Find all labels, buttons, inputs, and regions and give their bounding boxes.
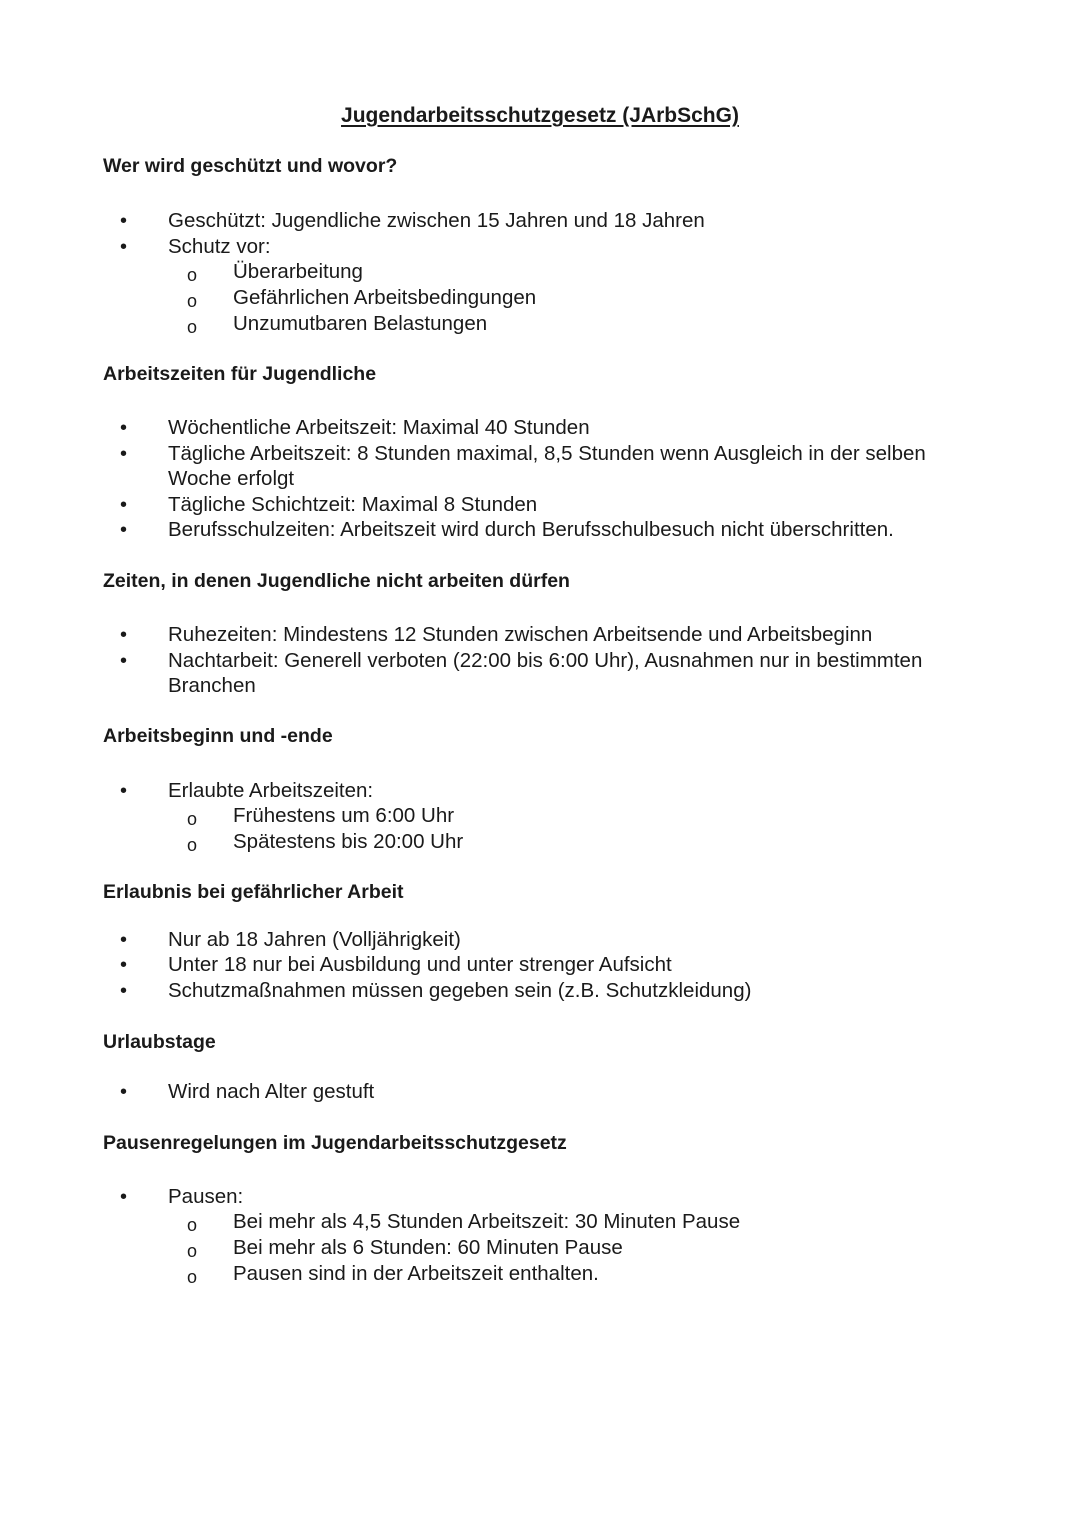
list-item: Tägliche Arbeitszeit: 8 Stunden maximal, 8,5 Stunden wenn Ausgleich in der selben [168,442,926,465]
bullet-marker: • [120,780,128,802]
sub-bullet-marker: o [187,1267,198,1287]
list-item: Nur ab 18 Jahren (Volljährigkeit) [168,928,461,951]
bullet-marker: • [120,519,128,541]
document-title: Jugendarbeitsschutzgesetz (JArbSchG) [341,104,739,127]
sub-bullet-marker: o [187,835,198,855]
bullet-marker: • [120,1186,128,1208]
bullet-marker: • [120,236,128,258]
list-item: Wöchentliche Arbeitszeit: Maximal 40 Stunden [168,416,590,439]
list-item: Ruhezeiten: Mindestens 12 Stunden zwischen Arbeitsende und Arbeitsbeginn [168,623,873,646]
bullet-marker: • [120,1081,128,1103]
sub-list-item: Bei mehr als 4,5 Stunden Arbeitszeit: 30 Minuten Pause [233,1210,741,1233]
list-item: Schutz vor: [168,235,271,258]
bullet-marker: • [120,494,128,516]
bullet-marker: • [120,624,128,646]
bullet-marker: • [120,417,128,439]
list-item: Erlaubte Arbeitszeiten: [168,779,374,802]
bullet-marker: • [120,980,128,1002]
list-item: Pausen: [168,1185,244,1208]
sub-bullet-marker: o [187,809,198,829]
section-heading-breaks: Pausenregelungen im Jugendarbeitsschutzgesetz [103,1132,567,1154]
sub-list-item: Bei mehr als 6 Stunden: 60 Minuten Pause [233,1236,623,1259]
list-item: Berufsschulzeiten: Arbeitszeit wird durch Berufsschulbesuch nicht überschritten. [168,518,894,541]
sub-bullet-marker: o [187,317,198,337]
bullet-marker: • [120,210,128,232]
bullet-marker: • [120,954,128,976]
section-heading-restricted-times: Zeiten, in denen Jugendliche nicht arbeiten dürfen [103,570,570,592]
section-heading-vacation: Urlaubstage [103,1031,216,1053]
list-item: Geschützt: Jugendliche zwischen 15 Jahren und 18 Jahren [168,209,705,232]
list-item: Nachtarbeit: Generell verboten (22:00 bis 6:00 Uhr), Ausnahmen nur in bestimmten [168,649,923,672]
list-item-continuation: Woche erfolgt [168,467,295,490]
bullet-marker: • [120,650,128,672]
section-heading-protection: Wer wird geschützt und wovor? [103,155,398,177]
bullet-marker: • [120,929,128,951]
sub-bullet-marker: o [187,265,198,285]
bullet-marker: • [120,443,128,465]
list-item: Wird nach Alter gestuft [168,1080,375,1103]
sub-list-item: Überarbeitung [233,260,363,283]
list-item-continuation: Branchen [168,674,256,697]
sub-bullet-marker: o [187,1215,198,1235]
list-item: Schutzmaßnahmen müssen gegeben sein (z.B. Schutzkleidung) [168,979,752,1002]
section-heading-dangerous-work: Erlaubnis bei gefährlicher Arbeit [103,881,404,903]
sub-list-item: Spätestens bis 20:00 Uhr [233,830,464,853]
list-item: Tägliche Schichtzeit: Maximal 8 Stunden [168,493,538,516]
sub-list-item: Pausen sind in der Arbeitszeit enthalten. [233,1262,599,1285]
section-heading-start-end: Arbeitsbeginn und -ende [103,725,333,747]
sub-bullet-marker: o [187,1241,198,1261]
sub-list-item: Frühestens um 6:00 Uhr [233,804,455,827]
list-item: Unter 18 nur bei Ausbildung und unter strenger Aufsicht [168,953,672,976]
section-heading-working-hours: Arbeitszeiten für Jugendliche [103,363,377,385]
sub-bullet-marker: o [187,291,198,311]
sub-list-item: Gefährlichen Arbeitsbedingungen [233,286,537,309]
sub-list-item: Unzumutbaren Belastungen [233,312,488,335]
